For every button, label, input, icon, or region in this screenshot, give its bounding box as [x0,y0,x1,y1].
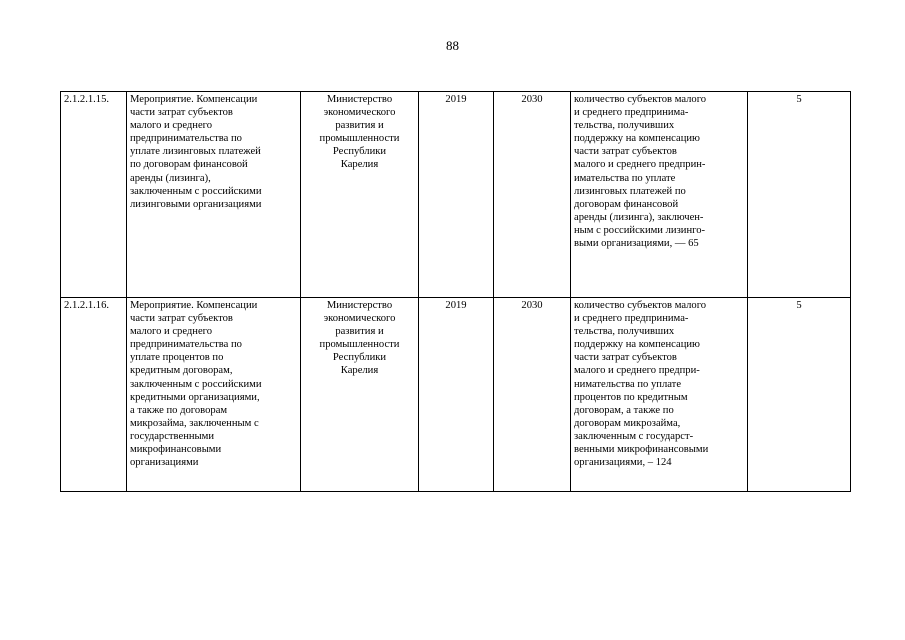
text-line: организациями [130,457,199,469]
text-line: по договорам финансовой [130,159,248,171]
end-year: 2030 [494,92,571,298]
text-line: аренды (лизинга), заключен- [574,211,704,223]
text-line: Министерство [326,300,393,311]
text-line: нимательства по уплате [574,378,682,390]
text-line: части затрат субъектов [574,352,677,364]
text-line: количество субъектов малого [574,94,707,105]
text-line: малого и среднего [130,326,213,338]
page-number: 88 [446,38,459,53]
text-line: малого и среднего [130,120,213,132]
text-line: Мероприятие. Компенсации [130,300,258,311]
text-line: а также по договорам [130,404,228,416]
text-line: Республики [332,146,387,158]
text-line: ным с российскими лизинго- [574,224,706,236]
text-line: процентов по кредитным [574,391,688,403]
text-line: тельства, получивших [574,326,675,338]
text-line: выми организациями, — 65 [574,238,699,250]
text-line: венными микрофинансовыми [574,444,709,456]
text-line: предпринимательства по [130,339,242,351]
text-line: уплате процентов по [130,352,224,364]
measure-description [127,92,301,298]
measures-table [60,91,851,492]
text-line: Карелия [340,365,379,377]
text-line: части затрат субъектов [130,313,233,325]
text-line: тельства, получивших [574,120,675,132]
text-line: уплате лизинговых платежей [130,146,261,158]
text-line: поддержку на компенсацию [574,339,700,351]
text-line: промышленности [319,339,400,351]
table-row [61,92,851,298]
responsible-executor [301,298,419,492]
text-line: развития и [335,326,384,338]
text-line: Республики [332,352,387,364]
text-line: Министерство [326,94,393,105]
text-line: Мероприятие. Компенсации [130,94,258,105]
table-row [61,298,851,492]
text-line: и среднего предпринима- [574,107,689,119]
text-line: промышленности [319,133,400,145]
text-line: договорам, а также по [574,404,674,416]
measure-description [127,298,301,492]
measure-number: 2.1.2.1.15. [61,92,127,298]
indicator-description [571,92,748,298]
target-value: 5 [748,92,851,298]
text-line: микрофинансовыми [130,444,222,456]
text-line: экономического [323,313,396,325]
text-line: государственными [130,430,215,442]
start-year: 2019 [419,92,494,298]
text-line: заключенным с российскими [130,185,262,197]
text-line: договорам микрозайма, [574,417,681,429]
text-line: Карелия [340,159,379,171]
text-line: части затрат субъектов [574,146,677,158]
measure-number: 2.1.2.1.16. [61,298,127,492]
text-line: кредитными организациями, [130,391,260,403]
text-line: количество субъектов малого [574,300,707,311]
text-line: договорам финансовой [574,198,679,210]
start-year: 2019 [419,298,494,492]
text-line: микрозайма, заключенным с [130,417,259,429]
text-line: кредитным договорам, [130,365,233,377]
text-line: развития и [335,120,384,132]
text-line: имательства по уплате [574,172,676,184]
end-year: 2030 [494,298,571,492]
indicator-description [571,298,748,492]
text-line: аренды (лизинга), [130,172,211,184]
text-line: организациями, – 124 [574,457,672,469]
text-line: заключенным с государст- [574,430,694,442]
text-line: предпринимательства по [130,133,242,145]
text-line: части затрат субъектов [130,107,233,119]
text-line: заключенным с российскими [130,378,262,390]
text-line: малого и среднего предприн- [574,159,706,171]
text-line: и среднего предпринима- [574,313,689,325]
responsible-executor [301,92,419,298]
text-line: малого и среднего предпри- [574,365,700,377]
text-line: экономического [323,107,396,119]
text-line: поддержку на компенсацию [574,133,700,145]
text-line: лизинговыми организациями [130,198,262,210]
target-value: 5 [748,298,851,492]
text-line: лизинговых платежей по [574,185,686,197]
